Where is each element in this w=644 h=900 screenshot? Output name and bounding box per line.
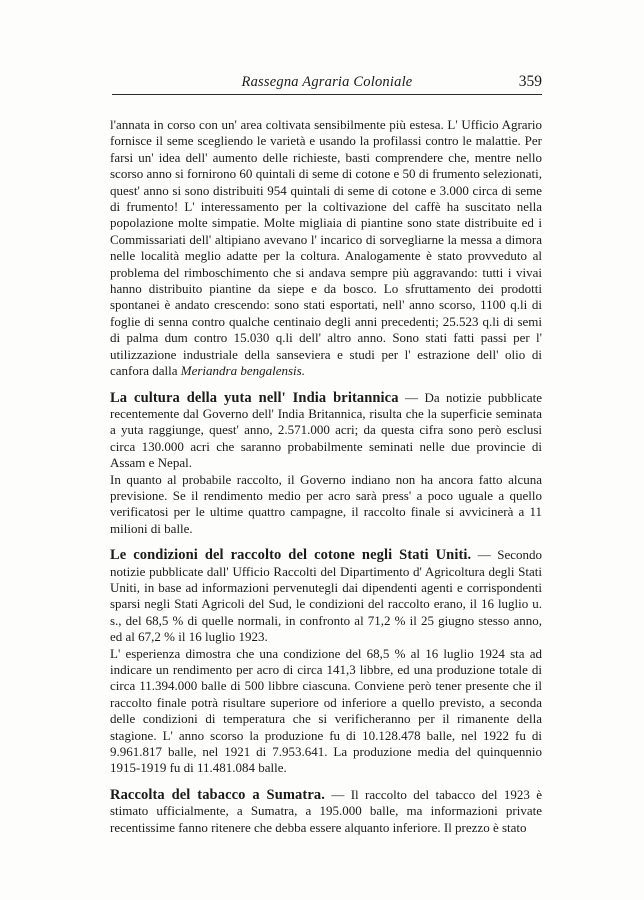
article-text: — Secondo notizie pubblicate dall' Ufficio Raccolti del Dipartimento d' Agricoltura degli Stati Uniti, in base ad informazioni pervenutegli dai dipendenti agenti e corrispondenti sparsi negli Stati Agricoli del Sud, le condizioni del raccolto erano, il 16 luglio u. s., del 68,5 % di quelle normali, in confronto al 71,2 % il 25 giugno stesso anno, ed al 67,2 % il 16 luglio 1923. [110,547,542,645]
article-title: Raccolta del tabacco a Sumatra. [110,786,325,803]
continuation-paragraph [110,117,542,380]
article-paragraph [110,547,542,645]
page-header [112,72,542,95]
article-title: La cultura della yuta nell' India britannica [110,389,399,406]
article-cotton [110,547,542,777]
article-jute [110,390,542,538]
body-text [110,117,542,836]
page-number: 359 [518,73,542,90]
article-tobacco [110,787,542,836]
article-title: Le condizioni del raccolto del cotone negli Stati Uniti. [110,547,472,564]
article-paragraph [110,472,542,538]
continuation-text: l'annata in corso con un' area coltivata sensibilmente più estesa. L' Ufficio Agrario fornisce il seme scegliendo le varietà e usando la profilassi contro le malattie. Per farsi un' idea dell' aumento delle richieste, basti comprendere che, mentre nello scorso anno si fornirono 60 quintali di seme di cotone e 50 di frumento selezionati, quest' anno si sono distribuiti 954 quintali di seme di cotone e 3.000 circa di seme di frumento! L' interessamento per la coltivazione del caffè ha suscitato nella popolazione molte simpatie. Molte migliaia di piantine sono state distribuite ed i Commissariati dell' altipiano avevano l' incarico di sorvegliarne la messa a dimora nelle località meglio adatte per la coltura. Analogamente è stato provveduto al problema del rimboschimento che si andava sempre più aggravando: tutti i vivai hanno distribuito piantine da siepe e da bosco. Lo sfruttamento dei prodotti spontanei è andato crescendo: sono stati esportati, nell' anno scorso, 1100 q.li di foglie di senna contro qualche centinaio degli anni precedenti; 25.523 q.li di semi di palma dum contro 15.030 q.li dell' altro anno. Sono stati fatti passi per l' utilizzazione industriale della sanseviera e studi per l' estrazione dell' olio di canfora dalla [110,117,542,379]
article-text: In quanto al probabile raccolto, il Governo indiano non ha ancora fatto alcuna previsione. Se il rendimento medio per acro sarà press' a poco uguale a quello verificatosi per le ultime quattro campagne, il raccolto finale si avvicinerà a 11 milioni di balle. [110,471,542,536]
article-paragraph [110,787,542,836]
article-text: L' esperienza dimostra che una condizione del 68,5 % al 16 luglio 1924 sta ad indicare un rendimento per acro di circa 141,3 libbre, ed una produzione totale di circa 11.394.000 balle di 500 libbre ciascuna. Conviene però tener presente che il raccolto finale potrà risultare superiore od inferiore a quello previsto, a seconda delle condizioni di temperatura che si verificheranno per il rimanente della stagione. L' anno scorso la produzione fu di 10.128.478 balle, nel 1922 fu di 9.961.817 balle, nel 1921 di 7.953.641. La produzione media del quinquennio 1915-1919 fu di 11.481.084 balle. [110,645,542,776]
running-title: Rassegna Agraria Coloniale [241,74,413,90]
article-text: — Il raccolto del tabacco del 1923 è stimato ufficialmente, a Sumatra, a 195.000 balle, ma informazioni private recentissime fanno ritenere che debba essere alquanto inferiore. Il prezzo è stato [110,786,543,835]
species-name: Meriandra bengalensis. [180,363,305,379]
article-paragraph [110,390,542,472]
article-text: — Da notizie pubblicate recentemente dal Governo dell' India Britannica, risulta che la superficie seminata a yuta raggiunge, quest' anno, 2.571.000 acri; da questa cifra sono però esclusi circa 130.000 acri che saranno probabilmente seminati nelle due provincie di Assam e Nepal. [110,389,542,471]
article-paragraph [110,646,542,777]
